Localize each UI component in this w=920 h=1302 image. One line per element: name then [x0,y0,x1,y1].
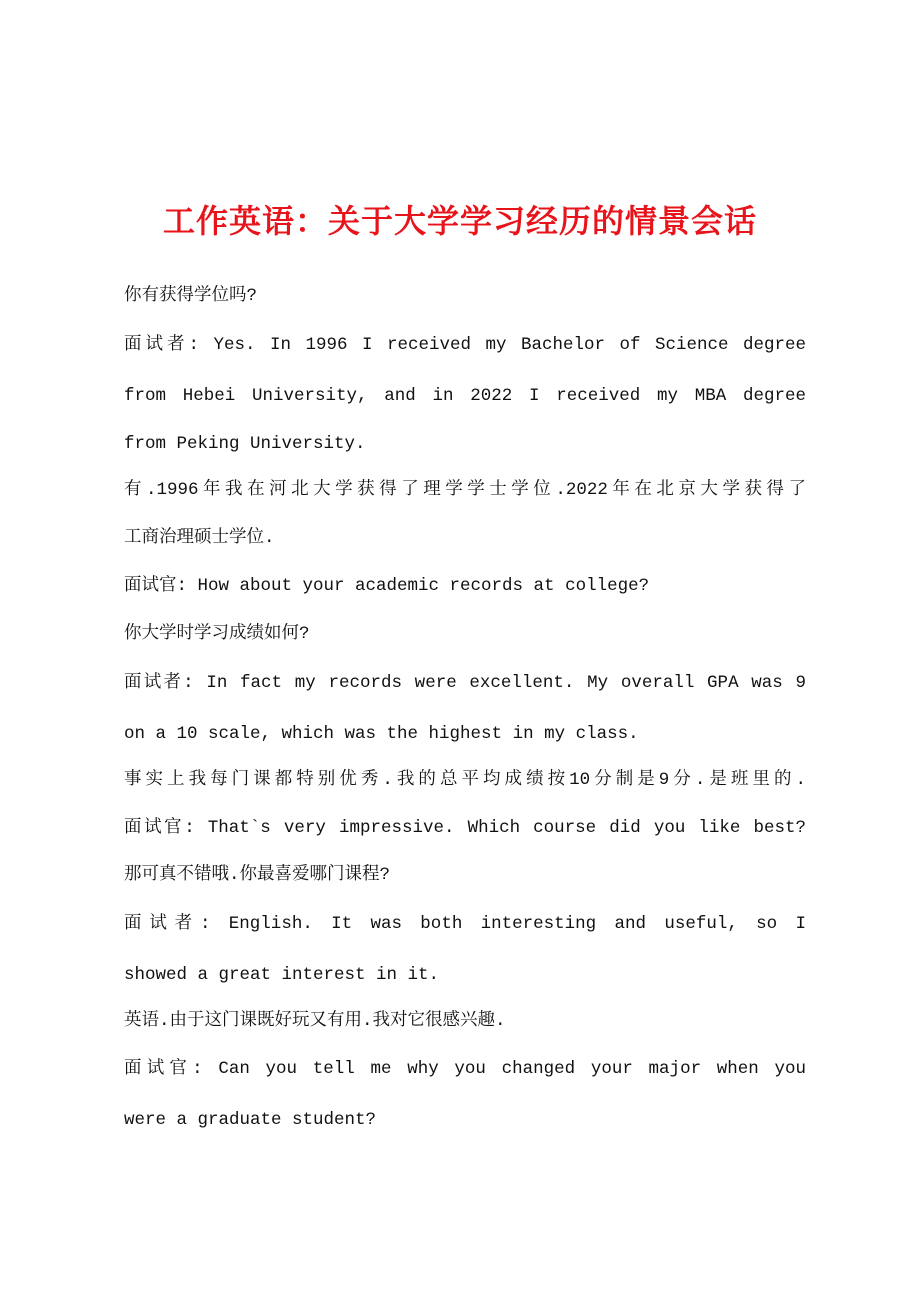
translation-line: 英语.由于这门课既好玩又有用.我对它很感兴趣. [124,1011,506,1031]
question-line: were a graduate student? [124,1110,377,1130]
answer-line: on a 10 scale, which was the highest in my class. [124,724,639,744]
question-line: 面试官: How about your academic records at college? [124,576,650,596]
answer-line: showed a great interest in it. [124,965,440,985]
translation-line: 事实上我每门课都特别优秀.我的总平均成绩按10分制是9分.是班里的. [124,770,806,790]
translation-line: 你大学时学习成绩如何? [124,624,310,644]
question-line: 面试官: Can you tell me why you changed your major when you [124,1059,806,1079]
answer-line: from Hebei University, and in 2022 I received my MBA degree [124,386,806,406]
document-title: 工作英语：关于大学学习经历的情景会话 [162,202,757,240]
answer-line: 面试者: Yes. In 1996 I received my Bachelor of Science degree [124,335,806,355]
answer-line: from Peking University. [124,434,366,454]
answer-line: 面试者: English. It was both interesting and useful, so I [124,914,806,934]
question-line: 你有获得学位吗? [124,286,258,306]
translation-line: 那可真不错哦.你最喜爱哪门课程? [124,865,391,885]
question-line: 面试官: That`s very impressive. Which course did you like best? [124,818,806,838]
answer-line: 面试者: In fact my records were excellent. My overall GPA was 9 [124,673,806,693]
translation-line: 有.1996年我在河北大学获得了理学学士学位.2022年在北京大学获得了 [124,480,806,500]
translation-line: 工商治理硕士学位. [124,528,275,548]
